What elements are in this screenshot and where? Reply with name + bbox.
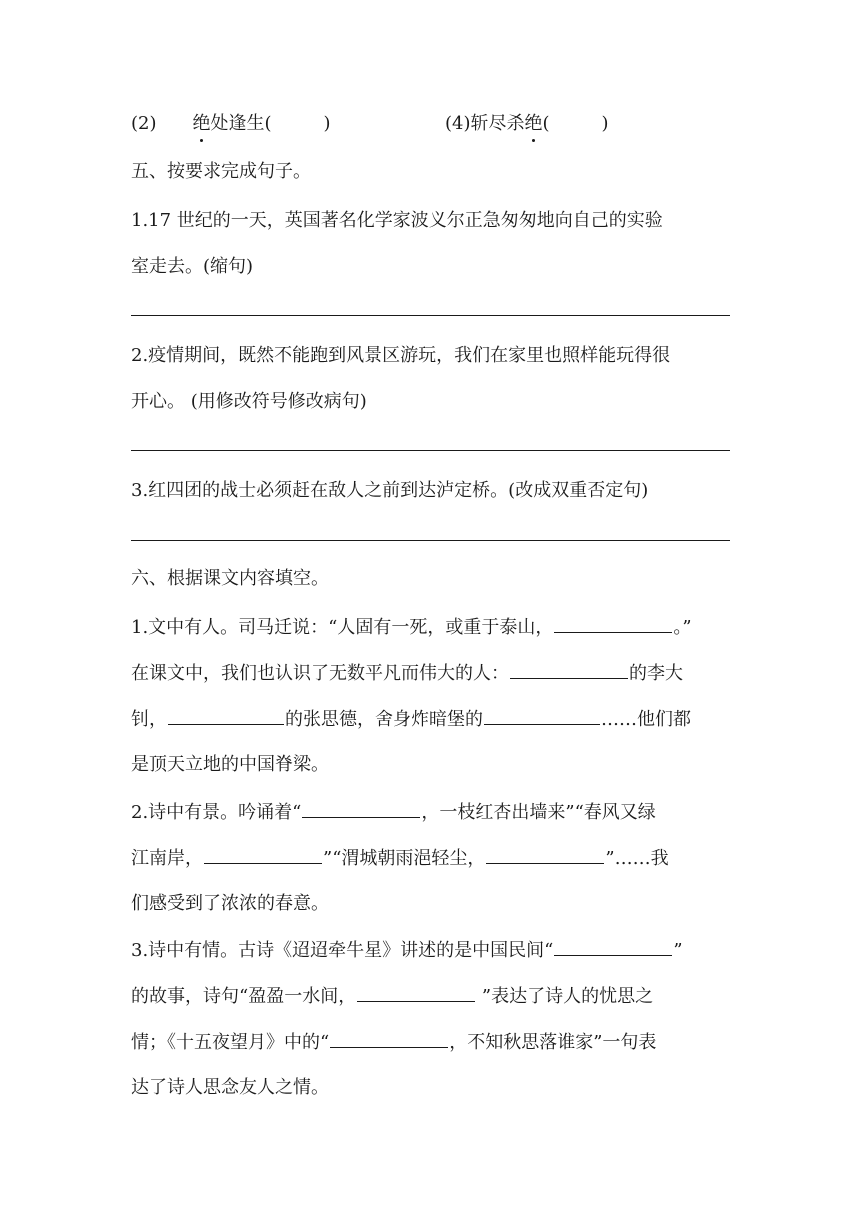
s6-q2-line1 (131, 799, 731, 825)
fill-blank[interactable] (484, 706, 600, 725)
s5-q3-line1: 3.红四团的战士必须赶在敌人之前到达泸定桥。(改成双重否定句) (131, 480, 649, 501)
s6-q3-line3 (131, 1029, 731, 1055)
emphasis-dot-char: 绝 (525, 111, 543, 137)
s6-q3-line2 (131, 983, 731, 1009)
s6-q1-text: 1.文中有人。司马迁说：“人固有一死，或重于泰山， (131, 617, 554, 638)
s6-q1-text: 的张思德，舍身炸暗堡的 (285, 709, 483, 730)
s6-q1-line4: 是顶天立地的中国脊梁。 (131, 754, 329, 775)
item-4 (445, 111, 645, 137)
answer-line[interactable] (131, 450, 730, 451)
s6-q3-text: ，不知秋思落谁家”一句表 (449, 1032, 657, 1053)
item-2-text: 处逢生( (210, 113, 272, 134)
s6-q2-text: ，一枝红杏出墙来”“春风又绿 (421, 802, 656, 823)
s6-q1-text: 钊， (131, 709, 167, 730)
s6-q2-text: 2.诗中有景。吟诵着“ (131, 802, 302, 823)
fill-blank[interactable] (486, 845, 604, 864)
s6-q2-text: 江南岸， (131, 848, 203, 869)
s5-q1-line1: 1.17 世纪的一天，英国著名化学家波义尔正急匆匆地向自己的实验 (131, 210, 663, 231)
item-4-close: ) (601, 113, 609, 134)
s6-q1-line1 (131, 614, 731, 640)
fill-blank[interactable] (357, 983, 475, 1002)
s6-q1-text: 在课文中，我们也认识了无数平凡而伟大的人： (131, 663, 509, 684)
answer-line[interactable] (131, 540, 730, 541)
s6-q3-text: 的故事，诗句“盈盈一水间， (131, 986, 357, 1007)
emphasis-dot-char: 绝 (193, 111, 211, 137)
s6-q1-text: 的李大 (629, 663, 683, 684)
fill-blank[interactable] (554, 937, 672, 956)
s5-q2-line2: 开心。 (用修改符号修改病句) (131, 391, 367, 412)
s6-q3-text: ”表达了诗人的忧思之 (476, 986, 654, 1007)
item-4-text: ( (542, 113, 550, 134)
item-4-text-pre: 斩尽杀 (470, 113, 525, 134)
s6-q2-line3: 们感受到了浓浓的春意。 (131, 893, 329, 914)
s6-q3-text: 3.诗中有情。古诗《迢迢牵牛星》讲述的是中国民间“ (131, 940, 554, 961)
s6-q1-text: 。” (673, 617, 692, 638)
item-2-close: ) (323, 113, 331, 134)
fill-blank[interactable] (510, 660, 628, 679)
s6-q1-line2 (131, 660, 731, 686)
section-5-heading: 五、按要求完成句子。 (131, 161, 311, 182)
fill-blank[interactable] (330, 1029, 448, 1048)
item-4-number: (4) (445, 113, 471, 134)
s6-q3-text: 情；《十五夜望月》中的“ (131, 1032, 330, 1053)
s6-q2-text: ”……我 (605, 848, 669, 869)
s6-q1-text: ……他们都 (601, 709, 691, 730)
s5-q2-line1: 2.疫情期间，既然不能跑到风景区游玩，我们在家里也照样能玩得很 (131, 345, 671, 366)
s6-q2-text: ”“渭城朝雨浥轻尘， (323, 848, 486, 869)
item-2-number: (2) (131, 113, 157, 134)
fill-blank[interactable] (302, 799, 420, 818)
answer-line[interactable] (131, 315, 730, 316)
s6-q2-line2 (131, 845, 731, 871)
fill-blank[interactable] (554, 614, 672, 633)
s6-q1-line3 (131, 706, 731, 732)
fill-blank[interactable] (168, 706, 284, 725)
s6-q3-line1 (131, 937, 731, 963)
s6-q3-line4: 达了诗人思念友人之情。 (131, 1077, 329, 1098)
s6-q3-text: ” (673, 940, 683, 961)
fill-blank[interactable] (204, 845, 322, 864)
s5-q1-line2: 室走去。(缩句) (131, 256, 254, 277)
section-6-heading: 六、根据课文内容填空。 (131, 568, 329, 589)
